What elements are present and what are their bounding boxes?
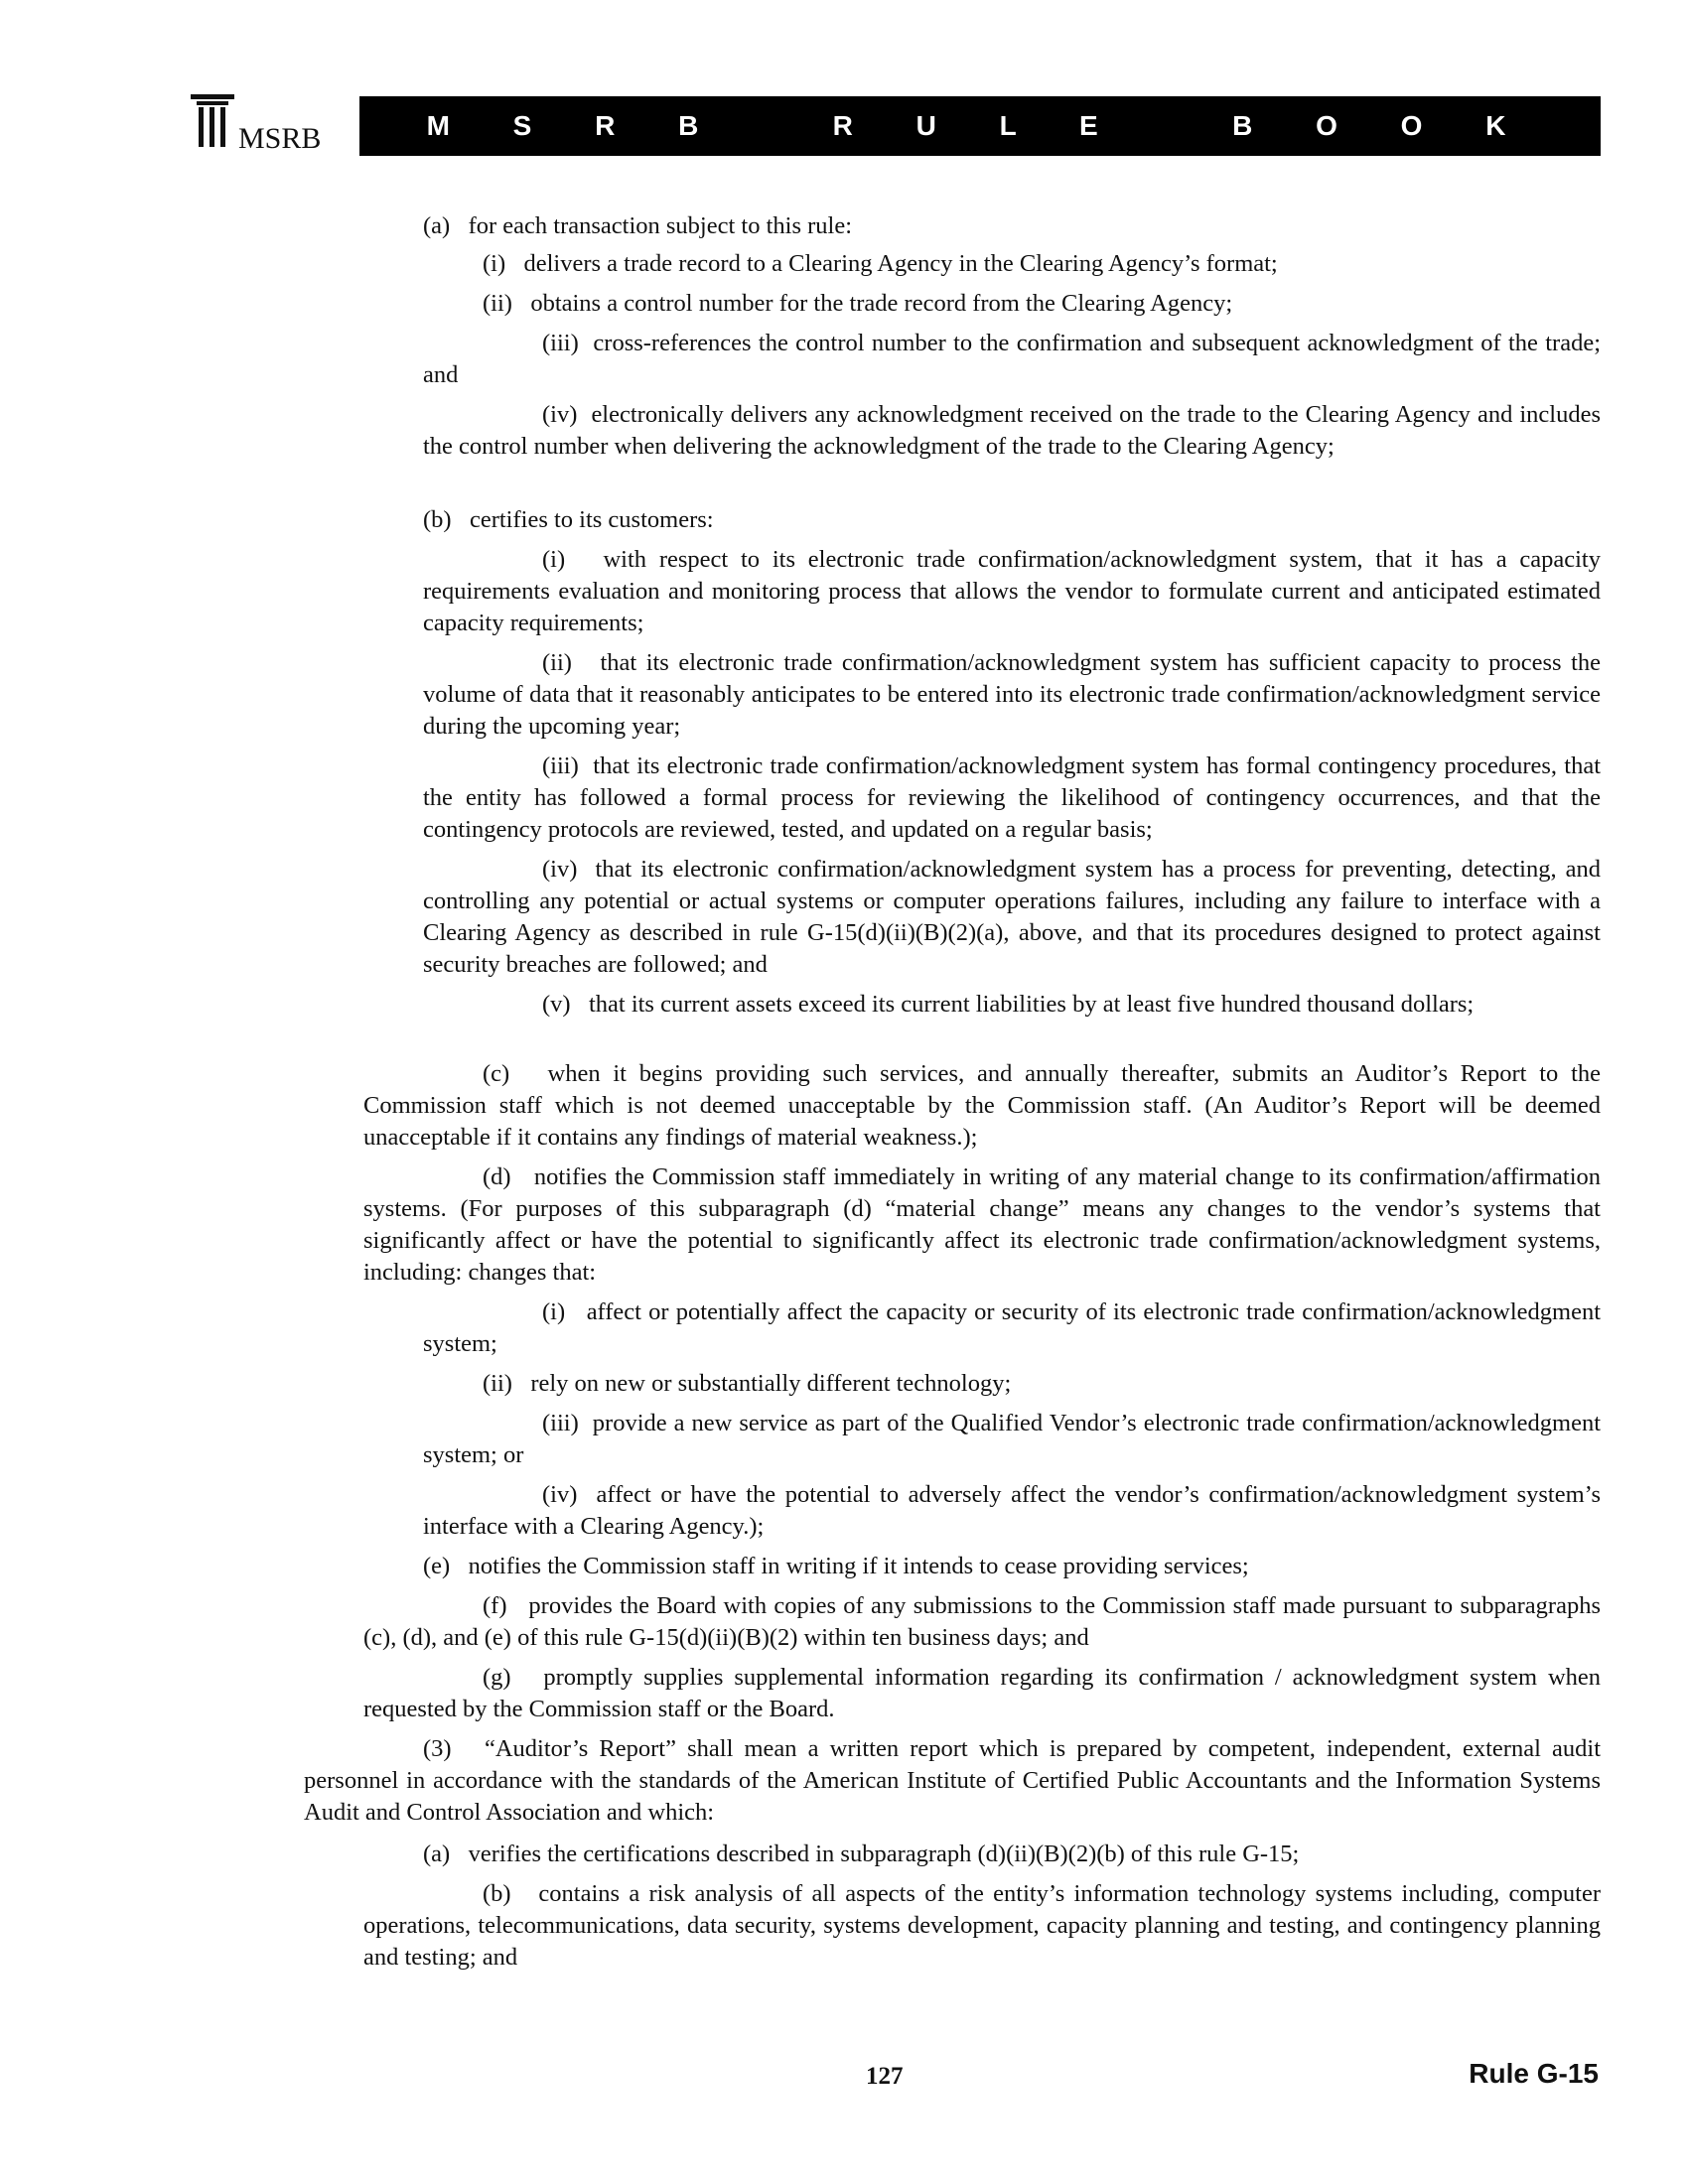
rule-label: Rule G-15 (1469, 2058, 1599, 2089)
page-number: 127 (866, 2063, 904, 2090)
paragraph: (iv) electronically delivers any acknowledgment received on the trade to the Clearing Agency and includes the control number when delivering the acknowledgment of the trade to the Clearing Agency; (423, 401, 1601, 460)
paragraph: (i) delivers a trade record to a Clearing Agency in the Clearing Agency’s format; (483, 250, 1278, 277)
paragraph: (e) notifies the Commission staff in writing if it intends to cease providing services; (423, 1553, 1249, 1579)
paragraph: (iv) affect or have the potential to adversely affect the vendor’s confirmation/acknowledgment system’s interface with a Clearing Agency.); (423, 1481, 1602, 1540)
paragraph: (a) verifies the certifications described in subparagraph (d)(ii)(B)(2)(b) of this rule G-15; (423, 1841, 1300, 1867)
paragraph: (v) that its current assets exceed its current liabilities by at least five hundred thousand dollars; (542, 991, 1475, 1018)
paragraph: (iv) that its electronic confirmation/acknowledgment system has a process for preventing, detecting, and controlling any potential or actual systems or computer operations failures, including any failure to interface with a Clearing Agency as described in rule G-15(d)(ii)(B)(2)(a), above, and that its procedures designed to protect against security breaches are followed; and (423, 856, 1602, 978)
header-title: M S R B R U L E B O O K (426, 110, 1534, 141)
paragraph: (b) contains a risk analysis of all aspects of the entity’s information technology systems including, computer operations, telecommunications, data security, systems development, capacity planning and testing, and contingency planning and testing; and (363, 1880, 1601, 1971)
rule-book-header-bar (359, 96, 1601, 156)
paragraph: (d) notifies the Commission staff immediately in writing of any material change to its confirmation/affirmation systems. (For purposes of this subparagraph (d) “material change” means any changes to the vendor’s systems that significantly affect or have the potential to significantly affect its electronic trade confirmation/acknowledgment systems, including: changes that: (363, 1163, 1601, 1286)
paragraph: (c) when it begins providing such services, and annually thereafter, submits an Auditor’s Report to the Commission staff which is not deemed unacceptable by the Commission staff. (An Auditor’s Report will be deemed unacceptable if it contains any findings of material weakness.); (363, 1060, 1601, 1151)
paragraph: (iii) provide a new service as part of the Qualified Vendor’s electronic trade confirmation/acknowledgment system; or (423, 1410, 1601, 1468)
paragraph: (f) provides the Board with copies of any submissions to the Commission staff made pursuant to subparagraphs (c), (d), and (e) of this rule G-15(d)(ii)(B)(2) within ten business days; and (363, 1592, 1601, 1651)
msrb-logo (189, 92, 348, 158)
paragraph: (ii) obtains a control number for the trade record from the Clearing Agency; (483, 290, 1233, 317)
paragraph: (ii) rely on new or substantially different technology; (483, 1370, 1012, 1397)
paragraph: (i) with respect to its electronic trade confirmation/acknowledgment system, that it has a capacity requirements evaluation and monitoring process that allows the vendor to formulate current and anticipated estimated capacity requirements; (423, 546, 1601, 636)
paragraph: (3) “Auditor’s Report” shall mean a written report which is prepared by competent, independent, external audit personnel in accordance with the standards of the American Institute of Certified Public Accountants and the Information Systems Audit and Control Association and which: (304, 1735, 1602, 1826)
paragraph: (g) promptly supplies supplemental information regarding its confirmation / acknowledgment system when requested by the Commission staff or the Board. (363, 1664, 1602, 1722)
paragraph: (iii) cross-references the control number to the confirmation and subsequent acknowledgment of the trade; and (423, 330, 1602, 388)
paragraph: (ii) that its electronic trade confirmation/acknowledgment system has sufficient capacity to process the volume of data that it reasonably anticipates to be entered into its electronic trade confirmation/acknowledgment service during the upcoming year; (423, 649, 1601, 740)
paragraph: (b) certifies to its customers: (423, 506, 714, 533)
paragraph: (a) for each transaction subject to this rule: (423, 212, 853, 239)
paragraph: (i) affect or potentially affect the capacity or security of its electronic trade confirmation/acknowledgment system; (423, 1298, 1602, 1357)
pillar-logo-icon (189, 92, 236, 150)
logo-text: MSRB (238, 122, 322, 155)
paragraph: (iii) that its electronic trade confirmation/acknowledgment system has formal contingency procedures, that the entity has followed a formal process for reviewing the likelihood of contingency occurrences, and that the contingency protocols are reviewed, tested, and updated on a regular basis; (423, 752, 1602, 843)
